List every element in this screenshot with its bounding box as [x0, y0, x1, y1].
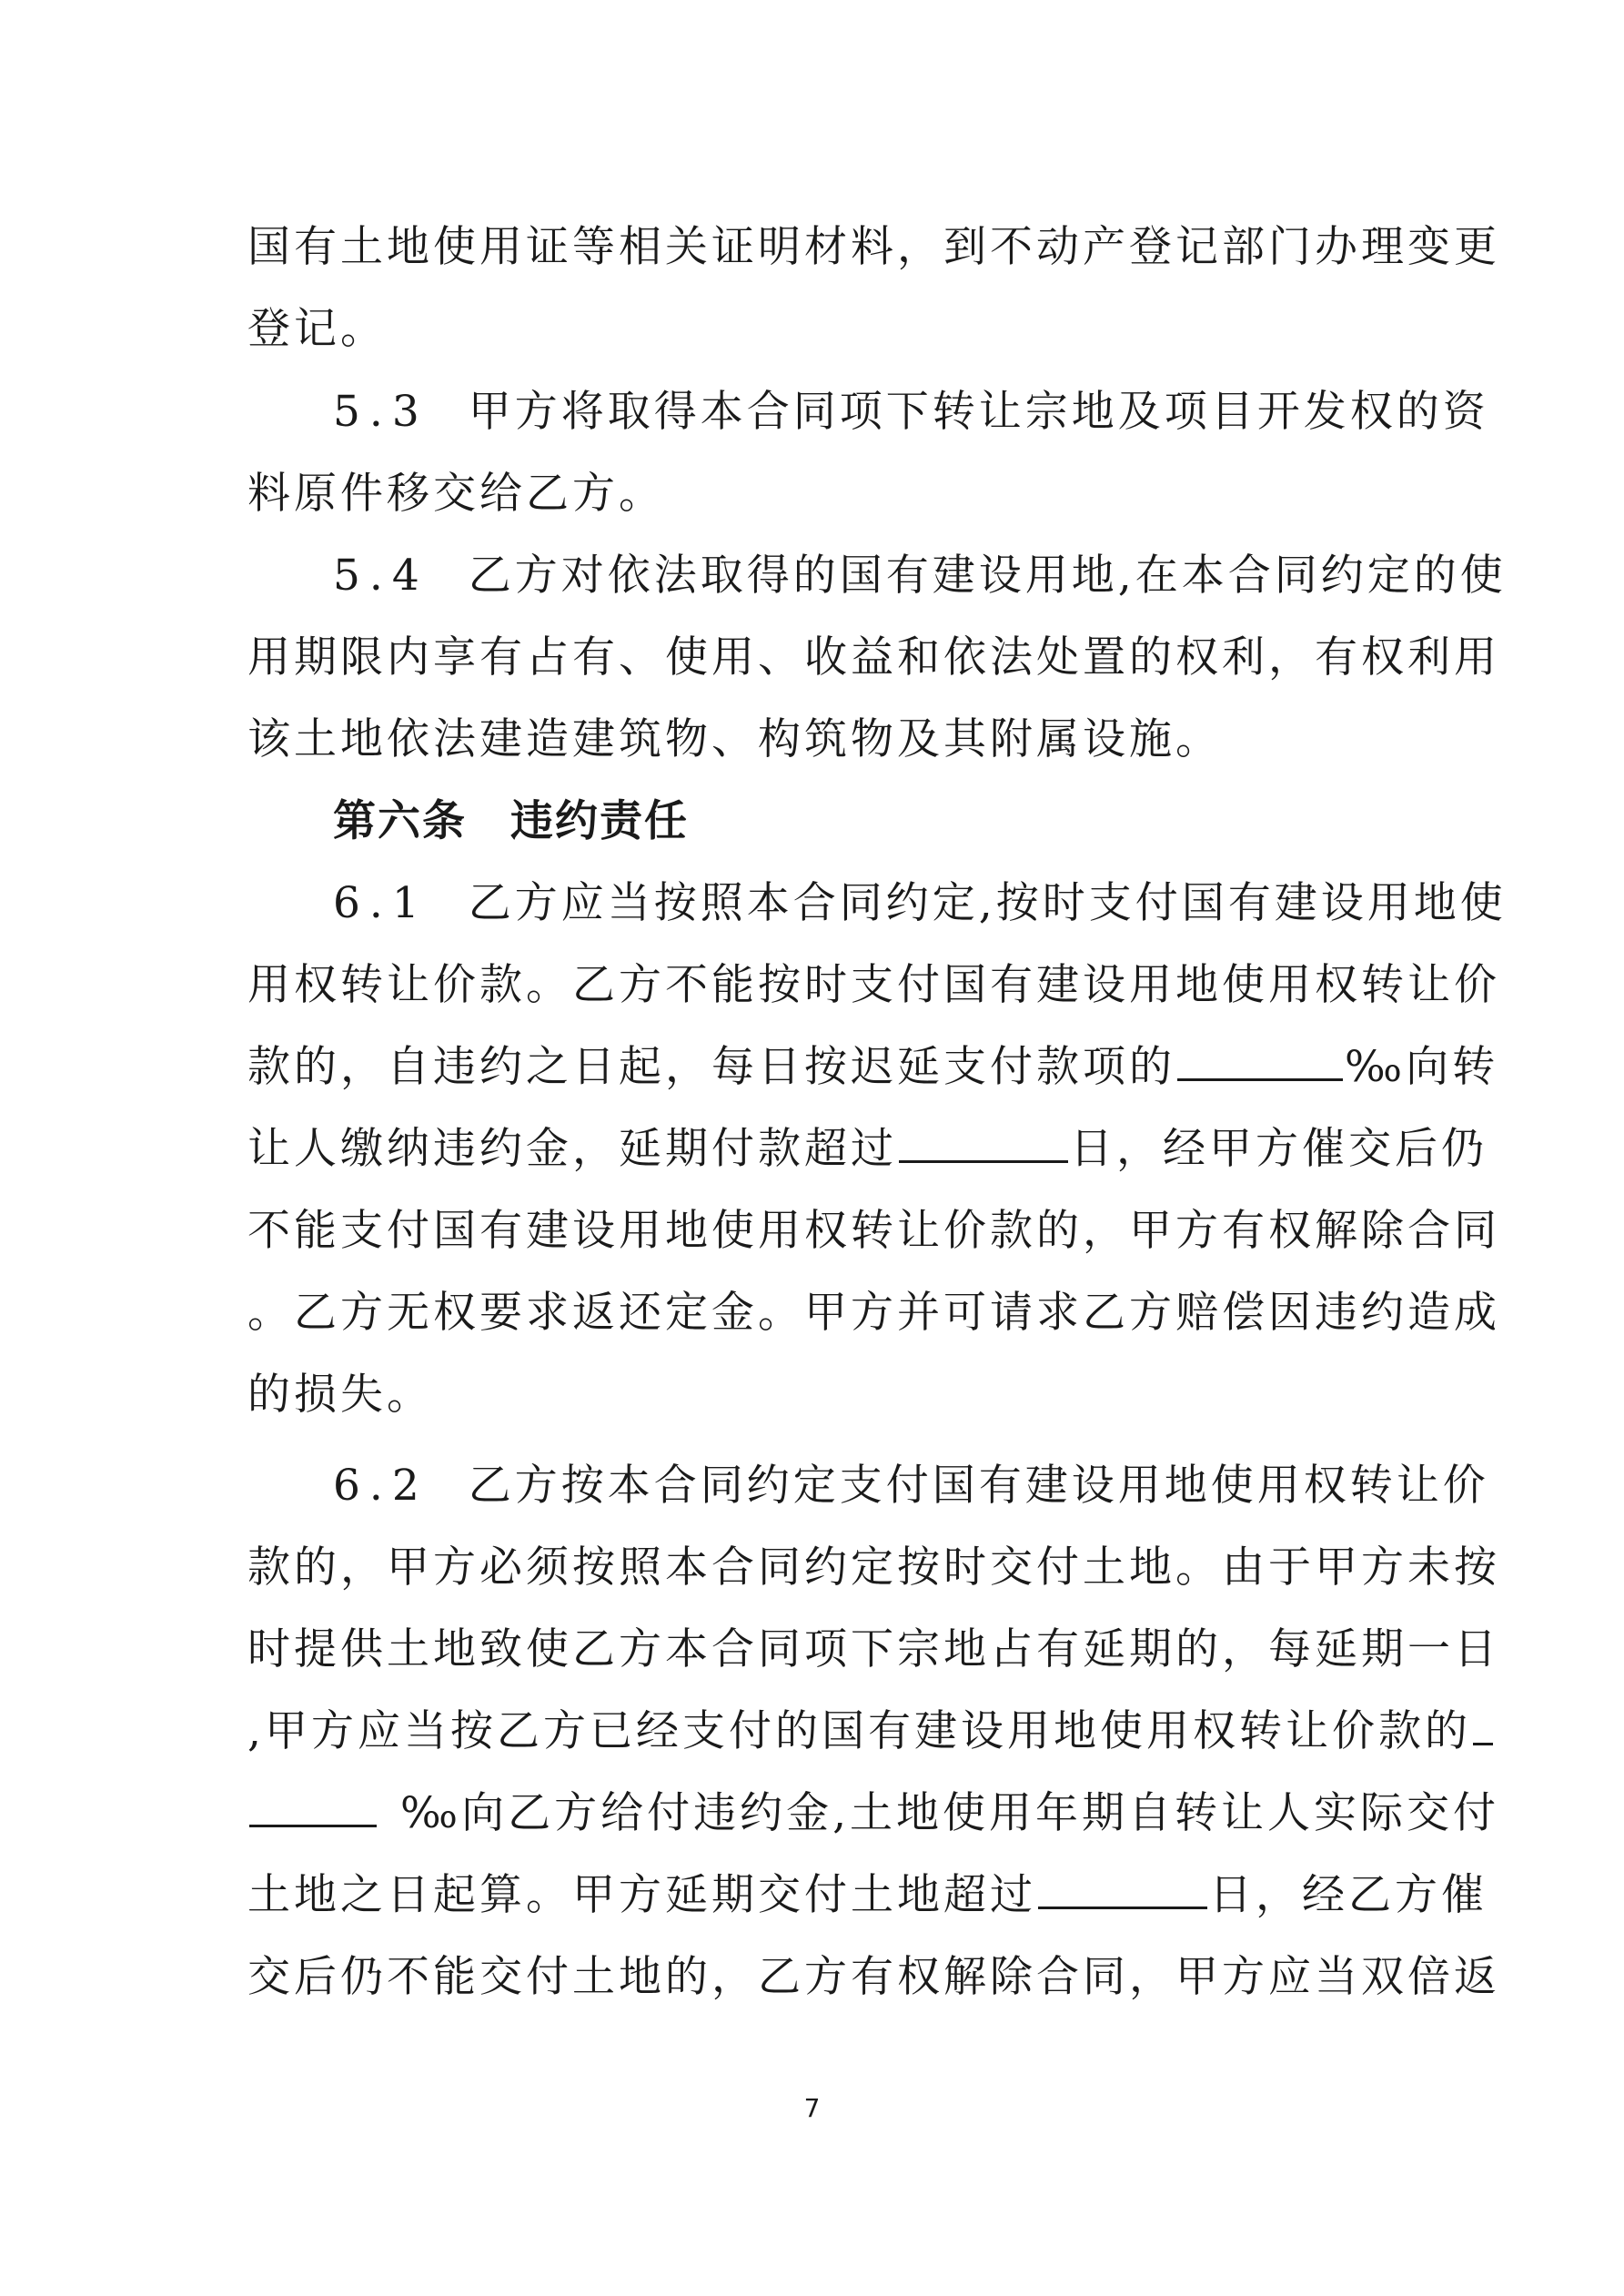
text-span: 甲方将取得本合同项下转让宗地及项目开发权的资	[468, 387, 1489, 437]
text-span: 交后仍不能交付土地的，乙方有权解除合同，甲方应当双倍返	[247, 1952, 1500, 2002]
page-number: 7	[803, 2093, 821, 2123]
text-span: 。乙方无权要求返还定金。甲方并可请求乙方赔偿因违约造成	[247, 1288, 1500, 1338]
text-line	[247, 703, 1421, 776]
clause-6-1	[333, 867, 1507, 940]
fill-in-blank[interactable]	[1177, 1031, 1343, 1081]
text-line	[247, 293, 1421, 366]
text-span: 日，经甲方催交后仍	[1070, 1124, 1488, 1174]
section-heading	[333, 785, 1421, 858]
fill-in-blank[interactable]	[249, 1777, 377, 1827]
text-span: 不能支付国有建设用地使用权转让价款的，甲方有权解除合同	[247, 1206, 1500, 1256]
text-line	[247, 1195, 1500, 1268]
text-span: ‰向乙方给付违约金,土地使用年期自转让人实际交付	[400, 1788, 1500, 1838]
text-line	[247, 458, 1421, 531]
text-line	[247, 622, 1500, 694]
text-span: 乙方按本合同约定支付国有建设用地使用权转让价	[468, 1461, 1489, 1511]
clause-number: 5.3	[333, 387, 429, 437]
text-span: 款的，自违约之日起，每日按迟延支付款项的	[247, 1042, 1175, 1092]
text-span: 时提供土地致使乙方本合同项下宗地占有延期的，每延期一日	[247, 1624, 1500, 1674]
clause-number: 6.2	[333, 1461, 429, 1511]
text-span: 日，经乙方催	[1209, 1870, 1488, 1920]
text-span: 登记。	[247, 304, 387, 354]
text-span: 乙方应当按照本合同约定,按时支付国有建设用地使	[468, 878, 1507, 928]
text-span: 乙方对依法取得的国有建设用地,在本合同约定的使	[468, 551, 1507, 601]
text-line	[247, 1613, 1500, 1686]
text-span: 土地之日起算。甲方延期交付土地超过	[247, 1870, 1036, 1920]
heading-title: 违约责任	[510, 796, 689, 846]
text-line	[247, 1532, 1500, 1604]
text-line	[247, 1277, 1500, 1350]
fill-in-blank[interactable]	[899, 1113, 1068, 1163]
text-span: ,甲方应当按乙方已经支付的国有建设用地使用权转让价款的	[247, 1706, 1471, 1756]
text-span: 的损失。	[247, 1370, 433, 1420]
clause-5-4	[333, 540, 1507, 612]
text-span: 用权转让价款。乙方不能按时支付国有建设用地使用权转让价	[247, 960, 1500, 1010]
text-line	[247, 1859, 1488, 1932]
text-line	[247, 1359, 1421, 1431]
text-line	[247, 949, 1500, 1022]
clause-5-3	[333, 376, 1489, 449]
text-line	[247, 1113, 1488, 1186]
fill-in-blank[interactable]	[1038, 1859, 1207, 1909]
heading-article: 第六条	[333, 796, 467, 846]
text-span: 款的，甲方必须按照本合同约定按时交付土地。由于甲方未按	[247, 1542, 1500, 1593]
text-span: 国有土地使用证等相关证明材料，到不动产登记部门办理变更	[247, 222, 1500, 272]
text-span: 用期限内享有占有、使用、收益和依法处置的权利，有权利用	[247, 632, 1500, 683]
clause-number: 5.4	[333, 551, 429, 601]
text-line	[247, 1941, 1500, 2014]
clause-number: 6.1	[333, 878, 429, 928]
text-span: 让人缴纳违约金，延期付款超过	[247, 1124, 897, 1174]
clause-6-2	[333, 1450, 1489, 1522]
text-line	[247, 1695, 1471, 1768]
text-span: 该土地依法建造建筑物、构筑物及其附属设施。	[247, 714, 1222, 764]
text-span: ‰向转	[1345, 1042, 1499, 1092]
fill-in-blank[interactable]	[1473, 1695, 1493, 1745]
text-line	[247, 211, 1500, 284]
text-line	[247, 1777, 1500, 1850]
text-span: 料原件移交给乙方。	[247, 469, 665, 519]
text-line	[247, 1031, 1499, 1104]
